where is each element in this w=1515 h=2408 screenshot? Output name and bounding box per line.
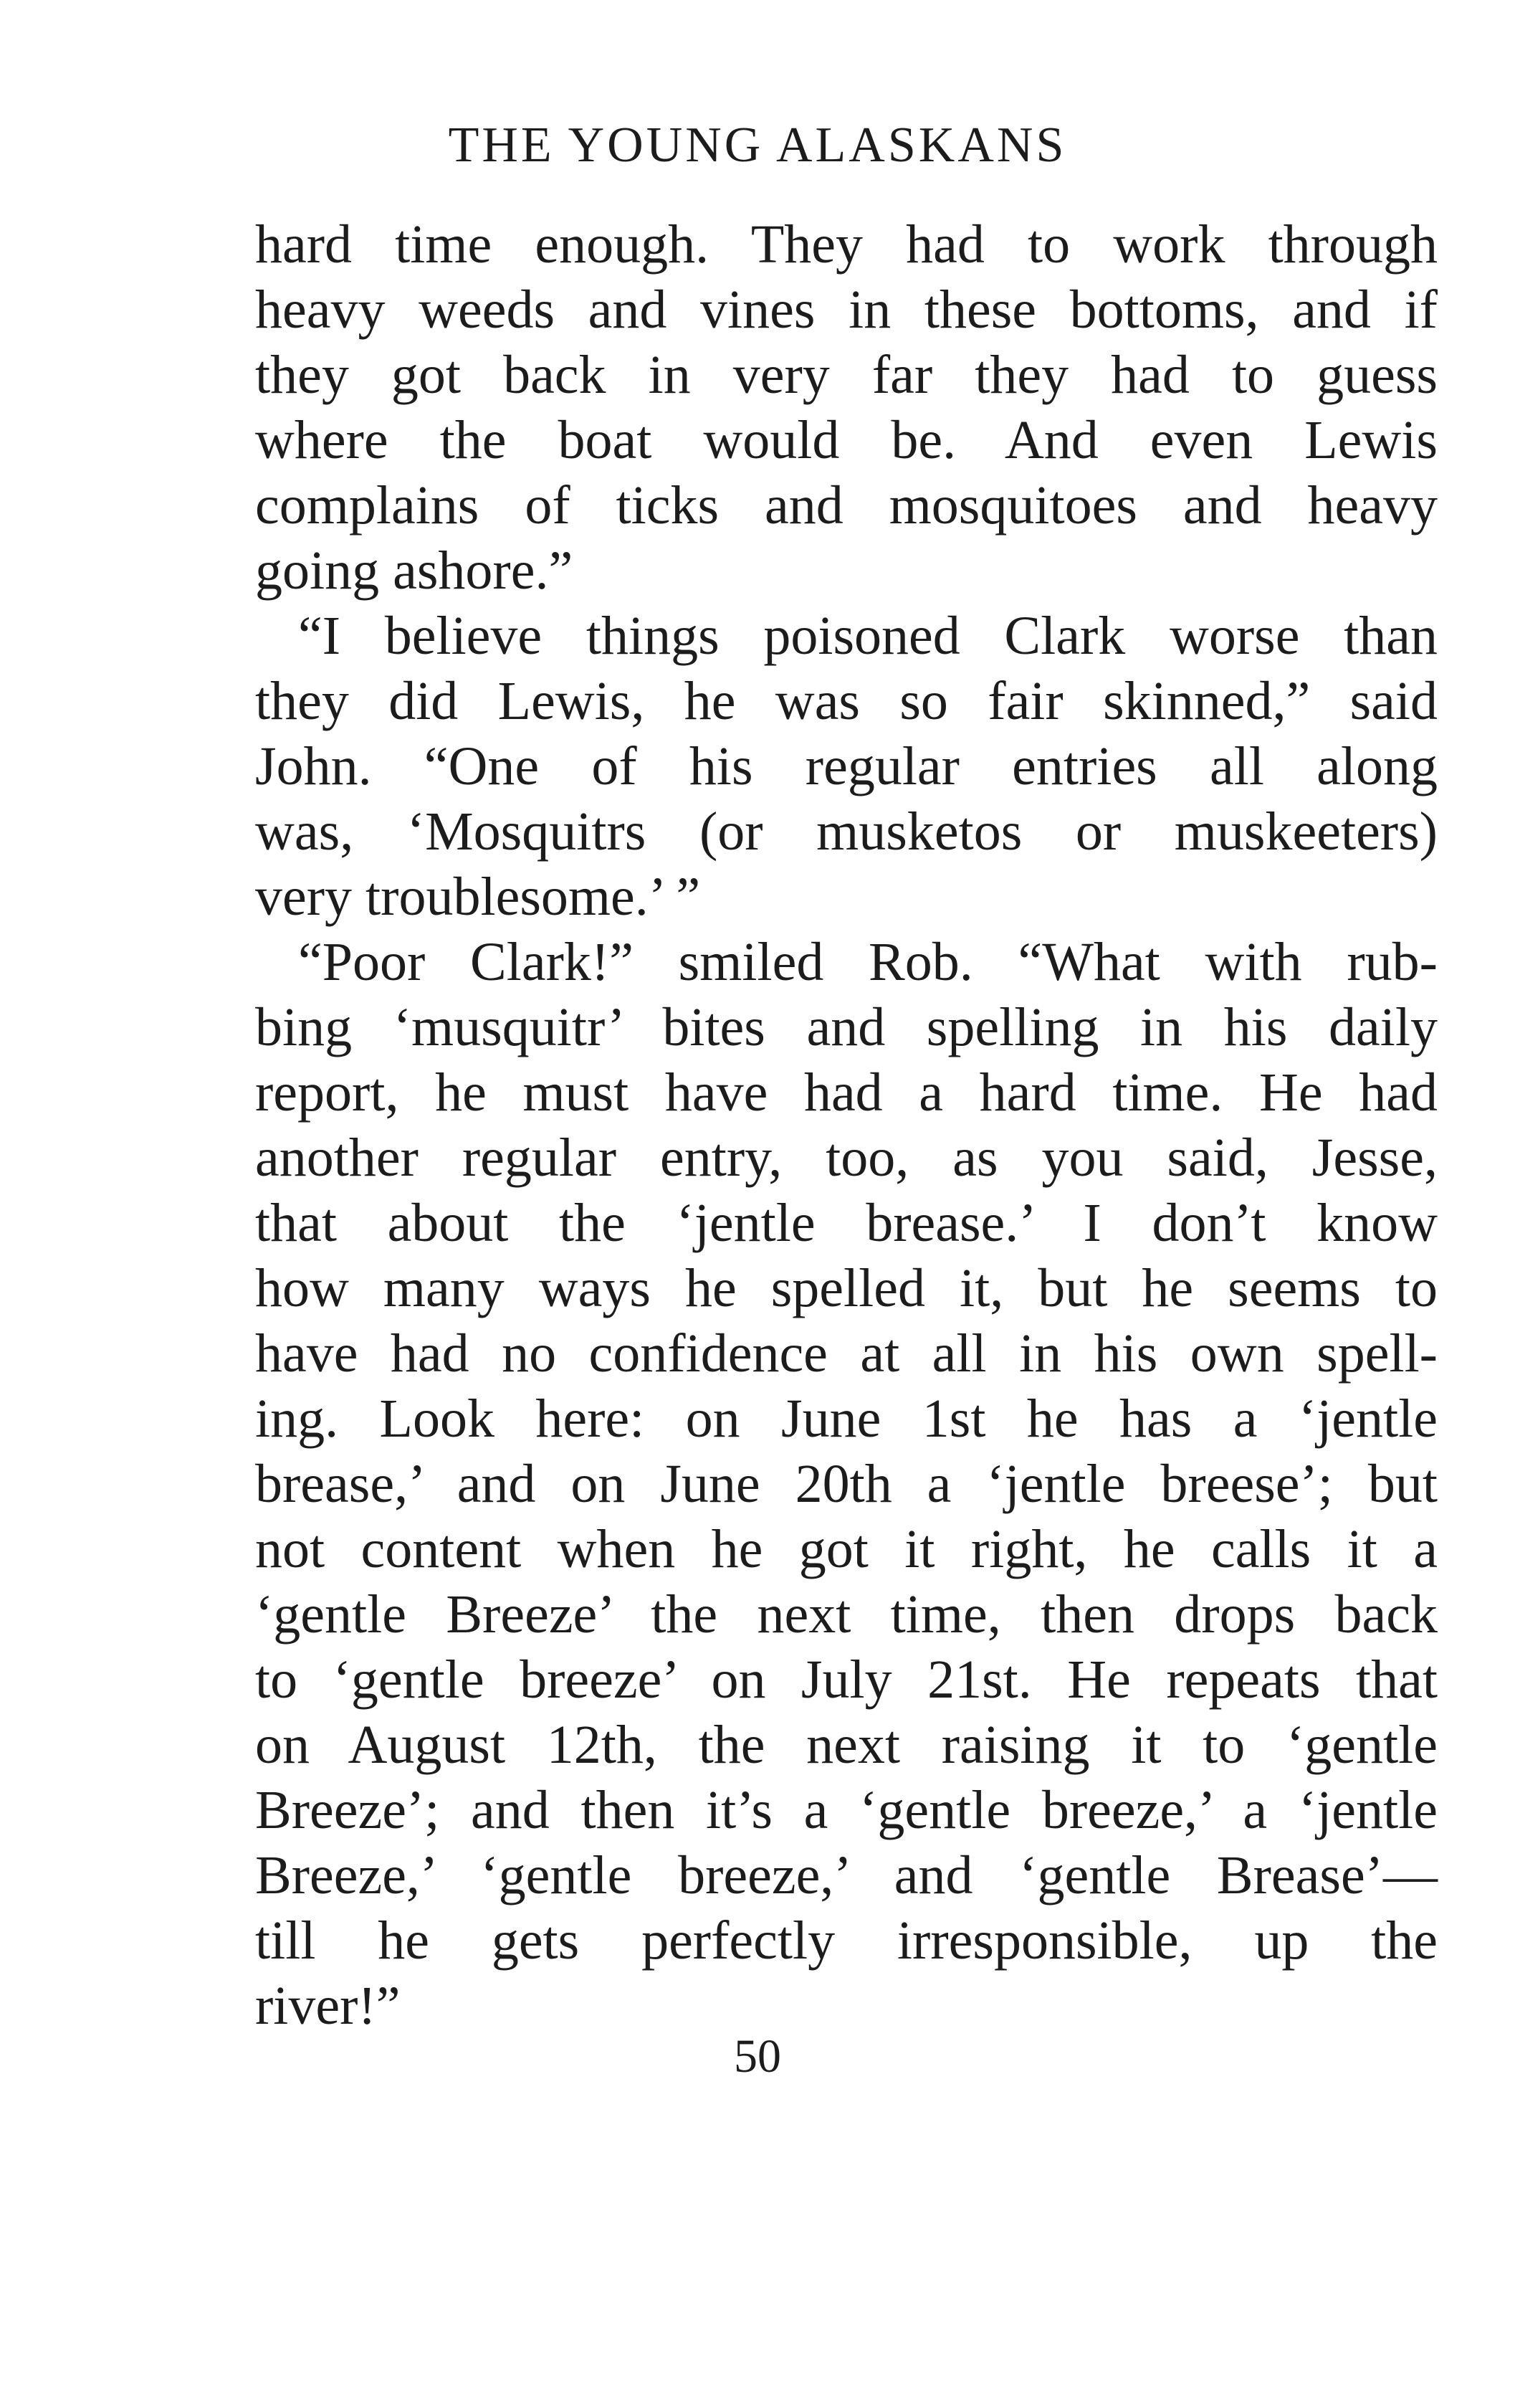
text-line: was, ‘Mosquitrs (or musketos or muskeeters) bbox=[255, 801, 1438, 862]
text-line: not content when he got it right, he calls it a bbox=[255, 1519, 1438, 1579]
text-line: Breeze,’ ‘gentle breeze,’ and ‘gentle Brease’— bbox=[255, 1845, 1438, 1905]
text-line: ‘gentle Breeze’ the next time, then drops back bbox=[255, 1584, 1438, 1645]
text-line: John. “One of his regular entries all along bbox=[255, 736, 1438, 796]
text-line: bing ‘musquitr’ bites and spelling in his daily bbox=[255, 997, 1438, 1057]
text-line: going ashore.” bbox=[255, 541, 573, 601]
text-line: river!” bbox=[255, 1976, 401, 2036]
text-line: till he gets perfectly irresponsible, up the bbox=[255, 1910, 1438, 1971]
text-line: report, he must have had a hard time. He had bbox=[255, 1062, 1438, 1123]
text-line: ing. Look here: on June 1st he has a ‘jentle bbox=[255, 1389, 1438, 1449]
text-line: “I believe things poisoned Clark worse than bbox=[298, 606, 1438, 666]
text-line: how many ways he spelled it, but he seems to bbox=[255, 1258, 1438, 1318]
text-line: another regular entry, too, as you said, Jesse, bbox=[255, 1128, 1438, 1188]
text-line: heavy weeds and vines in these bottoms, and if bbox=[255, 280, 1438, 340]
text-line: Breeze’; and then it’s a ‘gentle breeze,’ a ‘jentle bbox=[255, 1780, 1438, 1840]
text-line: very troublesome.’ ” bbox=[255, 867, 701, 927]
text-line: they did Lewis, he was so fair skinned,” said bbox=[255, 671, 1438, 731]
text-line: hard time enough. They had to work through bbox=[255, 214, 1438, 275]
text-line: “Poor Clark!” smiled Rob. “What with rub- bbox=[298, 932, 1438, 992]
text-line: where the boat would be. And even Lewis bbox=[255, 410, 1438, 470]
text-line: that about the ‘jentle brease.’ I don’t know bbox=[255, 1193, 1438, 1253]
running-head: THE YOUNG ALASKANS bbox=[448, 118, 1067, 173]
text-line: they got back in very far they had to guess bbox=[255, 345, 1438, 405]
text-line: have had no confidence at all in his own spell- bbox=[255, 1323, 1438, 1384]
text-line: on August 12th, the next raising it to ‘gentle bbox=[255, 1715, 1438, 1775]
page-number: 50 bbox=[734, 2030, 781, 2083]
text-line: complains of ticks and mosquitoes and heavy bbox=[255, 475, 1438, 536]
body-text bbox=[255, 212, 1438, 2039]
text-line: to ‘gentle breeze’ on July 21st. He repeats that bbox=[255, 1650, 1438, 1710]
text-line: brease,’ and on June 20th a ‘jentle breese’; but bbox=[255, 1454, 1438, 1514]
